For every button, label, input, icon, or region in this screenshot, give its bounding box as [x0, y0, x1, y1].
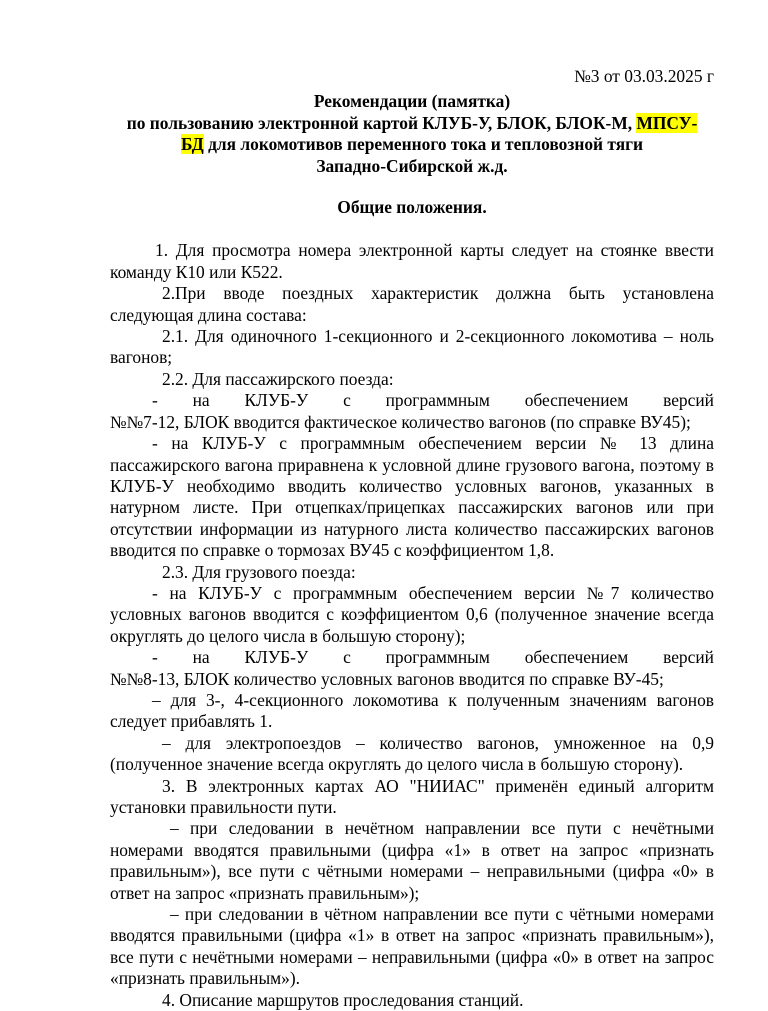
- section-title: Общие положения.: [337, 197, 487, 218]
- title-line-4: Западно-Сибирской ж.д.: [316, 155, 508, 176]
- highlighted-text: БД: [180, 134, 204, 155]
- word: КЛУБ-У: [244, 647, 309, 668]
- word: версий: [663, 647, 714, 668]
- paragraph-2-2-a-rest: №№7-12, БЛОК вводится фактическое количество вагонов (по справке ВУ45);: [110, 411, 691, 432]
- document-title: [110, 91, 714, 177]
- word: программным: [385, 390, 490, 411]
- paragraph-2-2-b: - на КЛУБ-У с программным обеспечением версии № 13 длина пассажирского вагона приравнена к условной длине грузового вагона, поэтому в КЛУБ-У необходимо вводить количество условных вагонов, указанных в натурном листе. При отцепках/прицепках пассажирских вагонов или при отсутствии информации из натурного листа количество пассажирских вагонов вводится по справке о тормозах ВУ45 с коэффициентом 1,8.: [110, 433, 714, 561]
- paragraph-3-b: – при следовании в чётном направлении все пути с чётными номерами вводятся правильными (цифра «1» в ответ на запрос «признать правильным»), все пути с нечётными номерами – неправильными (цифра «0» в ответ на запрос «признать правильным»).: [110, 904, 714, 989]
- document-body: [110, 240, 714, 1011]
- doc-number: №3 от 03.03.2025 г: [574, 66, 714, 86]
- word: с: [343, 647, 351, 668]
- word: обеспечением: [524, 390, 629, 411]
- word: -: [152, 647, 158, 668]
- paragraph-2-3-a: - на КЛУБ-У с программным обеспечением версии №7 количество условных вагонов вводится с коэффициентом 0,6 (полученное значение всегда округлять до целого числа в большую сторону);: [110, 582, 714, 646]
- word: на: [192, 647, 210, 668]
- paragraph-4: 4. Описание маршрутов проследования станций.: [162, 989, 524, 1010]
- paragraph-2-3-c: – для 3-, 4-секционного локомотива к полученным значениям вагонов следует прибавлять 1.: [110, 689, 714, 732]
- word: -: [152, 390, 158, 411]
- paragraph-2-3: 2.3. Для грузового поезда:: [162, 561, 356, 582]
- paragraph-3: 3. В электронных картах АО "НИИАС" применён единый алгоритм установки правильности пути.: [110, 775, 714, 817]
- paragraph-1: 1. Для просмотра номера электронной карты следует на стоянке ввести команду К10 или К522.: [110, 240, 714, 282]
- word: КЛУБ-У: [244, 390, 309, 411]
- paragraph-2-1: 2.1. Для одиночного 1-секционного и 2-секционного локомотива – ноль вагонов;: [110, 326, 714, 368]
- word: программным: [385, 647, 490, 668]
- title-line-2: [110, 113, 714, 134]
- title-line-3-text: для локомотивов переменного тока и тепловозной тяги: [203, 134, 644, 155]
- paragraph-2-2: 2.2. Для пассажирского поезда:: [162, 368, 394, 389]
- title-line-2-text: по пользованию электронной картой КЛУБ-У, БЛОК, БЛОК-М,: [126, 112, 637, 133]
- paragraph-2-3-b-first-line: [110, 647, 714, 668]
- word: с: [343, 390, 351, 411]
- word: версий: [663, 390, 714, 411]
- paragraph-2-2-a-first-line: [110, 390, 714, 411]
- word: на: [192, 390, 210, 411]
- highlighted-text: МПСУ-: [636, 112, 698, 133]
- title-line-1: Рекомендации (памятка): [313, 91, 511, 112]
- paragraph-2-3-b-rest: №№8-13, БЛОК количество условных вагонов вводится по справке ВУ-45;: [110, 668, 664, 689]
- paragraph-2-3-d: – для электропоездов – количество вагонов, умноженное на 0,9 (полученное значение всегда округлять до целого числа в большую сторону).: [110, 732, 714, 775]
- word: обеспечением: [524, 647, 629, 668]
- paragraph-3-a: – при следовании в нечётном направлении все пути с нечётными номерами вводятся правильными (цифра «1» в ответ на запрос «признать правильным»), все пути с чётными номерами – неправильными (цифра «0» в ответ на запрос «признать правильным»);: [110, 818, 714, 903]
- title-line-3: [110, 134, 714, 155]
- paragraph-2: 2.При вводе поездных характеристик должна быть установлена следующая длина состава:: [110, 283, 714, 325]
- document-page: [110, 66, 714, 1011]
